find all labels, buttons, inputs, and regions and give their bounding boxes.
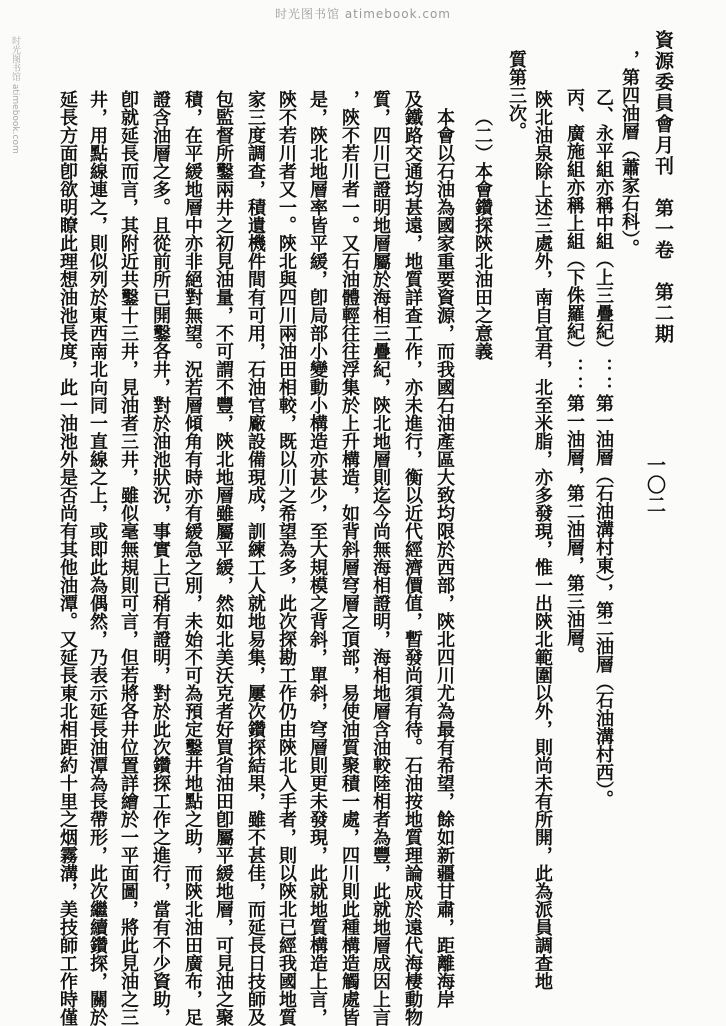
text-column-17: 卽就延長而言，其附近共鑿十三井，見油者三井，雖似毫無規則可言，但若將各井位置詳繪於一平面圖，將此見油之三 — [118, 90, 139, 1026]
page-number: 一〇二 — [644, 455, 666, 515]
text-column-18: 井，用點線連之，則似列於東西南北向同一直線之上，或即此為偶然，乃表示延長油潭為長帶形，此次繼續鑽探，關於 — [87, 90, 108, 1026]
text-column-2: 乙、永平組亦稱中組（上三疊紀）：：第一油層（石油溝村東），第二油層（石油溝村西）。 — [593, 88, 614, 808]
text-column-15: 積，在平緩地層中亦非絕對無望。況若層傾角有時亦有緩急之別，未始不可為預定鑿井地點之助，而陝北油田廣布，足 — [182, 90, 203, 1026]
text-column-8: 及鐵路交通均甚遠，地質詳查工作，亦未進行，衡以近代經濟價值，暫發尚須有待。石油按地質理論成於遠代海棲動物 — [402, 90, 423, 1026]
text-column-5: 質第三次。 — [506, 50, 527, 140]
text-column-4: 陝北油泉除上述三處外，南自宜君，北至米脂，亦多發現，惟一出陝北範圍以外，則尚未有所開，此為派員調查地 — [532, 90, 553, 990]
text-column-10: ，陝不若川者一。又石油體輕往往浮集於上升構造，如背斜層穹層之頂部，易使油質聚積一處，四川則此種構造觸處皆 — [339, 90, 360, 1026]
text-column-1: ，第四油層（蕭家石科）。 — [619, 50, 640, 257]
running-header: 資源委員會月刊 第一卷 第二期 — [652, 30, 674, 345]
text-column-11: 是，陝北地層率皆平緩，卽局部小變動小構造亦甚少，至大規模之背斜，單斜，穹層則更未發現，此就地質構造上言， — [307, 90, 328, 1026]
watermark-top: 时光图书馆 atimebook.com — [275, 7, 451, 21]
text-column-14: 包監督所鑿兩井之初見油量，不可謂不豐，陝北地層雖屬平緩，然如北美沃克者好買省油田卽屬平緩地層，可見油之聚 — [213, 90, 234, 1026]
text-column-13: 家三度調查，積遺機件間有可用，石油官廠設備現成，訓練工人就地易集，屢次鑽探結果，雖不甚佳，而延長日技師及 — [245, 90, 266, 1026]
section-heading: （二）本會鑽探陝北油田之意義 — [472, 108, 493, 360]
text-column-3: 丙、廣施組亦稱上組（下侏羅紀）：：第一油層，第二油層，第三油層。 — [564, 88, 585, 664]
text-column-9: 質，四川已證明地層屬於海相三疊紀，陝北地層則迄今尚無海相證明，海相地層含油較陸相者為豐，此就地層成因上言 — [370, 90, 391, 1026]
text-column-16: 證含油層之多。且從前所已開鑿各井，對於油池狀況，事實上已稍有證明，對於此次鑽探工作之進行，當有不少資助， — [150, 90, 171, 1026]
watermark-side: 时光图书馆 atimebook.com — [10, 36, 20, 154]
text-column-12: 陝不若川者又一。陝北與四川兩油田相較，既以川之希望為多，此次探勘工作仍由陝北入手者，則以陝北已經我國地質 — [276, 90, 297, 1026]
text-column-7: 本會以石油為國家重要資源，而我國石油產區大致均限於西部，陝北四川尤為最有希望，餘如新疆甘肅，距離海岸 — [434, 108, 455, 1008]
text-column-19: 延長方面卽欲明瞭此理想油池長度，此一油池外是否尚有其他油潭。又延長東北相距約十里之烟霧溝，美技師工作時僅 — [57, 90, 78, 1026]
